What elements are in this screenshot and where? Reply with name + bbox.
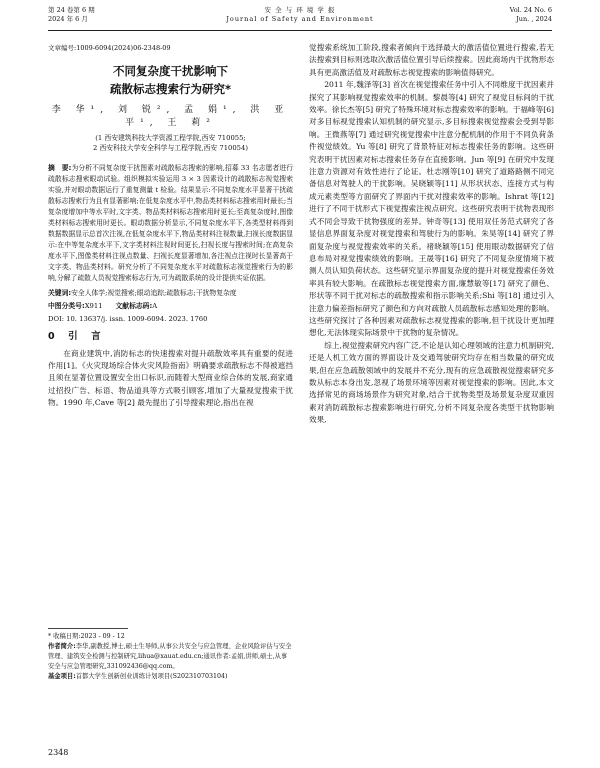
abstract-text: 为分析不同复杂度干扰图素对疏散标志搜索的影响,招募 33 名志愿者进行疏散标志搜索眼动试验。组织模拟实验运用 3 × 3 因素设计的疏散标志视觉搜索实验,并对眼动数据运行了重复测量 t 检验。结果显示:不同复杂度水平显著干扰疏散标志搜索行为且有显著影响;在低复杂度水平中,物品类材料标志搜索用时最长;当复杂度增加中等水平时,文字类、物品类材料标志搜索用时更长;至高复杂度时,图像类材料标志搜索用时更长。眼动数据分析显示,不同复杂度水平下,各类型材料得到数据数据显示总首次注视,在低复杂度水平下,物品类材料注视数量,扫视长度数据显示:在中等复杂度水平下,文字类材料注视时间更长,扫视长度与搜索时间;在高复杂度水平下,图像类材料注视点数量、扫视长度显著增加,各注视点注视时长显著高于文字类、物品类材料。研究分析了不同复杂度水平对疏散标志视觉搜索行为的影响,分解了疏散人员视觉搜索标志行为,可为疏散系统的设计提供实证依据。: [48, 164, 294, 283]
footnote-rule: [48, 628, 128, 629]
keywords-text: 安全人体学;视觉搜索;眼动追踪;疏散标志;干扰物复杂度: [71, 289, 237, 298]
author-bio-label: 作者简介:: [48, 643, 76, 650]
body-paragraph-continued: 觉搜索系统加工阶段,搜索者倾向于选择最大的激活值位置进行搜索,若无法搜索到目标则选取次激活值位置引导后续搜索。因此商场内干扰物形态具有更高激活值及对疏散标志视觉搜索的影响值得研究。: [309, 43, 554, 77]
title-line-1: 不同复杂度干扰影响下: [113, 64, 228, 79]
keywords: [48, 288, 293, 299]
issue-date: 2024 年 6 月: [48, 15, 88, 23]
right-column: [309, 42, 554, 427]
doc-code-label: 文献标志码:: [115, 302, 153, 311]
funding: [48, 672, 293, 682]
volume-issue-en: Vol. 24 No. 6: [509, 6, 552, 14]
body-paragraph-summary: 综上,视觉搜索研究内容广泛,不论是认知心理领域的注意力机制研究,还是人机工效方面的界面设计及交通驾驶研究均存在相当数量的研究成果,但在应急疏散领域中的发展并不充分,现有的应急疏散视觉搜索研究多数从标志本身出发,忽视了场景环境等因素对视觉搜索的影响。因此,本文选择常见的商场场景作为研究对象,结合干扰物类型及场景复杂度双重因素对消防疏散标志搜索影响进行研究,分析不同复杂度各类型干扰物影响效果,: [309, 340, 554, 425]
header-rule: [48, 30, 552, 31]
abstract-label: 摘 要:: [48, 164, 72, 173]
author-bio-text: 李华,副教授,博士,硕士生导师,从事公共安全与应急管理、企业风险评估与安全管理、建筑安全检测与控制研究,lihua@xauat.edu.cn;通讯作者:孟娟,讲师,硕士,从事安全与应急管理研究,331092436@qq.com。: [48, 643, 292, 670]
doc-code-value: A: [152, 302, 158, 311]
article-number: 文章编号:1009-6094(2024)06-2348-09: [48, 44, 171, 52]
journal-name-cn: 安 全 与 环 境 学 报: [264, 6, 336, 14]
volume-issue: 第 24 卷第 6 期: [48, 6, 95, 14]
left-column: [48, 42, 293, 410]
clc-label: 中图分类号:: [48, 302, 85, 311]
funding-text: 首都大学生创新创业训练计划项目(S202310703104): [75, 673, 228, 680]
author-list: 李 华¹, 刘 锐², 孟 娟¹, 洪 亚平¹, 王 莉²: [51, 105, 290, 128]
journal-header: [48, 6, 552, 32]
doi: DOI: 10. 13637/j. issn. 1009-6094. 2023. 1760: [48, 315, 208, 324]
clc-value: X911: [84, 302, 103, 311]
author-bio: [48, 642, 293, 672]
body-paragraph-literature: 2011 年,魏泽等[3] 首次在视觉搜索任务中引入不同维度干扰因素并探究了其影响视觉搜索效率的机制。黎晨等[4] 研究了视觉目标间的干扰效率。徐长杰等[5] 研究了特殊环境对标志搜索效率的影响。于福峰等[6] 对多目标视觉搜索认知机制的研究显示,多目标搜索视觉搜索会受到导影响。王微燕等[7] 通过研究视觉搜索中注意分配机制的作用于不同负荷条件视觉绩效。Yu 等[8] 研究了背景特征对标志搜索任务的影响。这些研究表明干扰因素对标志搜索任务存在直接影响。Jun 等[9] 在研究中发现注意力资源对有效性进行了论证。杜志刚等[10] 研究了道路路侧不同完备信息对驾驶人的干扰影响。吴晓颖等[11] 从形状状态、连接方式与构成元素类型等方面研究了界面内干扰对搜索效率的影响。Ishrat 等[12] 进行了不同干扰形式下视觉搜索注视点研究。这些研究表明干扰物表现形式不同会导致干扰物强度的差异。钟奇等[13] 使用双任务范式研究了各显信息界面复杂度对视觉搜索和驾驶行为的影响。朱昊等[14] 研究了界面复杂度与视觉搜索效率的关系。褚晓颖等[15] 使用眼动数据研究了信息布局对视觉搜索绩效的影响。王晟等[16] 研究了不同复杂度情境下被测人员认知负荷状态。这些研究显示界面复杂度的提升对视觉搜索任务效率具有较大影响。在疏散标志视觉搜索方面,廉慧敏等[17] 研究了颜色、形状等不同干扰对标志的疏散搜索和指示影响关系;Shi 等[18] 通过引入注意力偏差指标研究了颜色和方向对疏散人员疏散标志感知处理的影响。这些研究探讨了各种因素对疏散标志视觉搜索的影响,但干扰设计更加理想化,无法体现实际场景中干扰物的复杂情况。: [309, 80, 554, 338]
section-heading-intro: 0 引 言: [48, 331, 103, 343]
classification: [48, 301, 293, 312]
affiliations: [48, 133, 293, 153]
journal-name-en: Journal of Safety and Environment: [226, 15, 374, 23]
abstract: [48, 163, 293, 284]
paper-title: [48, 62, 293, 98]
received-date: * 收稿日期:2023 - 09 - 12: [48, 633, 125, 640]
funding-label: 基金项目:: [48, 673, 76, 680]
header-center: [48, 6, 552, 24]
affiliation-1: (1 西安建筑科技大学资源工程学院,西安 710055;: [95, 134, 246, 143]
keywords-label: 关键词:: [48, 289, 72, 298]
intro-paragraph: 在商业建筑中,消防标志的快速搜索对提升疏散效率具有重要的促进作用[1]。《火灾现场综合体火灾风险指南》明确要求疏散标志不得被遮挡且须在显著位置设置安全出口标识,而随着大型商业综合体的发展,商家通过招投广告、标语、物品道具等方式吸引顾客,增加了大量视觉搜索干扰物。1990 年,Cave 等[2] 最先提出了引导搜索理论,指出在视: [48, 348, 293, 408]
issue-date-en: Jun. , 2024: [516, 15, 552, 23]
header-right: [510, 6, 552, 24]
footnote: [48, 628, 293, 682]
affiliation-2: 2 西安科技大学安全科学与工程学院,西安 710054): [93, 144, 248, 153]
title-line-2: 疏散标志搜索行为研究*: [109, 82, 231, 97]
page-number: 2348: [48, 748, 69, 757]
